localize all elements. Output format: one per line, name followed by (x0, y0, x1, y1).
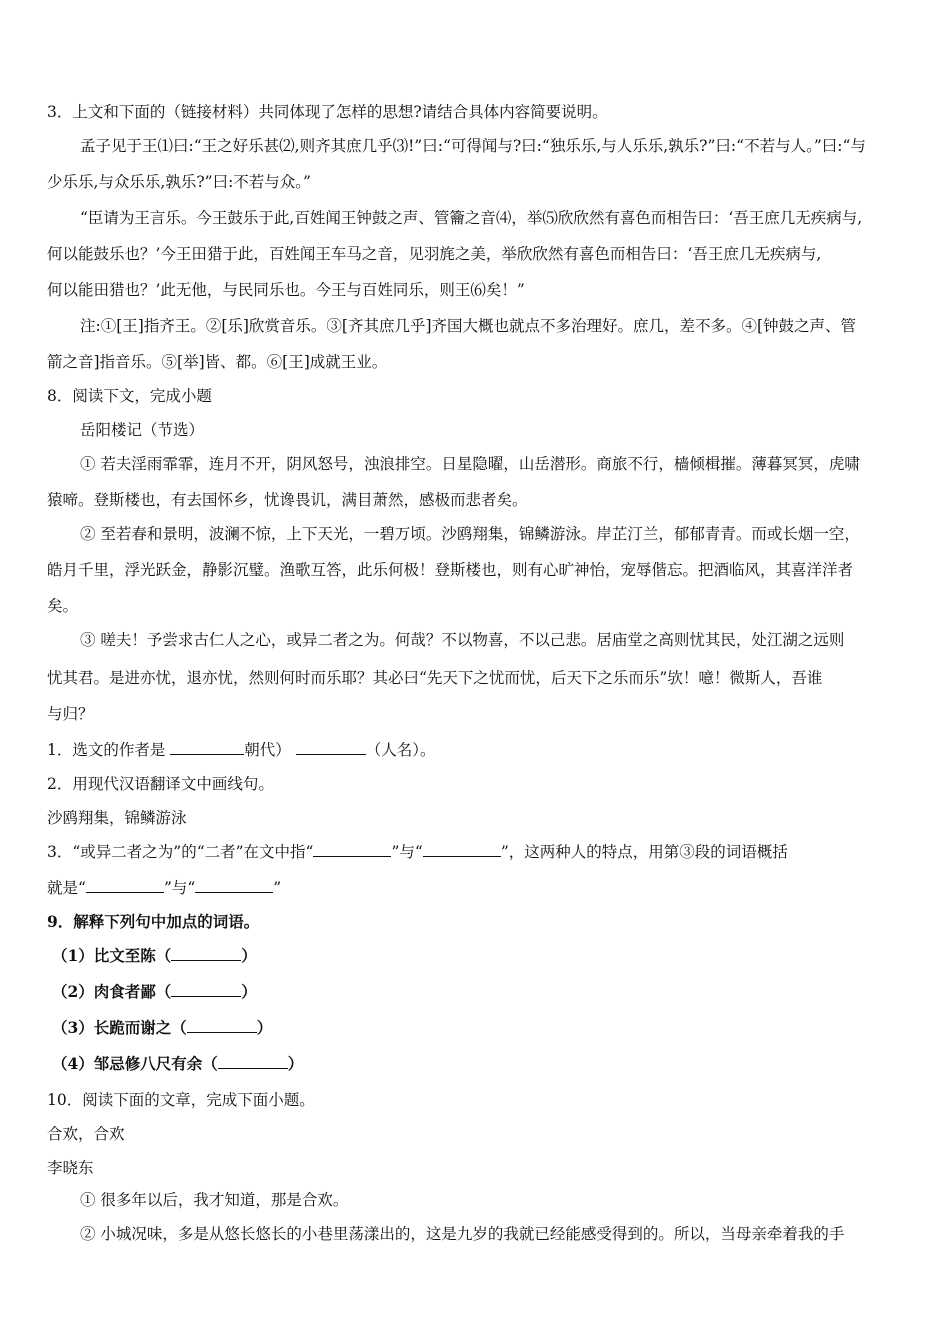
q9-item (52, 946, 257, 966)
passage-line: 猿啼。登斯楼也，有去国怀乡，忧谗畏讥，满目萧然，感极而悲者矣。 (47, 491, 528, 509)
passage-line: 忧其君。是进亦忧，退亦忧，然则何时而乐耶？其必曰“先天下之忧而忧，后天下之乐而乐”欤！噫！微斯人，吾谁 (47, 669, 823, 687)
passage-line: 与归？ (47, 705, 94, 723)
annotation-line: 注:①[王]指齐王。②[乐]欣赏音乐。③[齐其庶几乎]齐国大概也就点不多治理好。庶几，差不多。④[钟鼓之声、管 (80, 317, 857, 335)
question-9-title: 9．解释下列句中加点的词语。 (47, 912, 260, 931)
sub-question-1-text: （人名）。 (365, 741, 436, 759)
passage-line: 皓月千里，浮光跃金，静影沉璧。渔歌互答，此乐何极！登斯楼也，则有心旷神怡，宠辱偕忘。把酒临风，其喜洋洋者 (47, 561, 854, 579)
answer-blank[interactable] (170, 740, 244, 755)
answer-blank[interactable] (195, 878, 273, 893)
question-8-title: 8．阅读下文，完成小题 (47, 387, 212, 405)
annotation-line: 箭之音]指音乐。⑤[举]皆、都。⑥[王]成就王业。 (47, 353, 388, 371)
q9-item-close: ） (256, 1018, 273, 1037)
sub-question-1 (47, 740, 436, 760)
answer-blank[interactable] (171, 946, 241, 961)
answer-blank[interactable] (313, 842, 391, 857)
sub-question-3 (47, 842, 788, 862)
article-line: ② 小城况味，多是从悠长悠长的小巷里荡漾出的，这是九岁的我就已经能感受得到的。所以，当母亲牵着我的手 (80, 1225, 845, 1243)
sub-question-3-text: ”与“ (391, 843, 423, 861)
article-title: 合欢，合欢 (47, 1125, 125, 1143)
q9-item-close: ） (241, 946, 257, 965)
q9-item-text: （4）邹忌修八尺有余（ (52, 1054, 218, 1073)
sub-question-3-text: ” (273, 879, 282, 897)
answer-blank[interactable] (86, 878, 164, 893)
q9-item-text: （2）肉食者鄙（ (52, 982, 172, 1001)
q9-item-close: ） (241, 982, 257, 1001)
sub-question-3-text: ”，这两种人的特点，用第③段的词语概括 (500, 843, 788, 861)
sub-question-3-text: 就是“ (47, 879, 86, 897)
question-3-title: 3．上文和下面的（链接材料）共同体现了怎样的思想?请结合具体内容简要说明。 (47, 103, 608, 121)
sub-question-3-cont (47, 878, 281, 898)
q9-item-close: ） (287, 1054, 304, 1073)
sub-question-1-text: 1．选文的作者是 (47, 741, 171, 759)
q9-item (52, 1054, 303, 1074)
q9-item (52, 1018, 272, 1038)
q9-item-text: （1）比文至陈（ (52, 946, 172, 965)
question-10-title: 10．阅读下面的文章，完成下面小题。 (47, 1091, 315, 1109)
answer-blank[interactable] (423, 842, 501, 857)
article-line: ① 很多年以后，我才知道，那是合欢。 (80, 1191, 349, 1209)
passage-title: 岳阳楼记（节选） (80, 421, 205, 439)
q9-item (52, 982, 257, 1002)
link-material-line: 孟子见于王⑴曰:“王之好乐甚⑵,则齐其庶几乎⑶!”曰:“可得闻与?曰:“独乐乐,与人乐乐,孰乐?”曰:“不若与人。”曰:“与 (80, 137, 866, 155)
q9-item-text: （3）长跪而谢之（ (52, 1018, 187, 1037)
link-material-line: “臣请为王言乐。今王鼓乐于此,百姓闻王钟鼓之声、管籥之音⑷，举⑸欣欣然有喜色而相告曰：‘吾王庶几无疾病与, (80, 209, 863, 227)
answer-blank[interactable] (187, 1018, 257, 1033)
sub-question-2: 2．用现代汉语翻译文中画线句。 (47, 775, 274, 793)
sub-question-3-text: ”与“ (163, 879, 196, 897)
sub-question-3-text: 3．“或异二者之为”的“二者”在文中指“ (47, 843, 314, 861)
sub-question-1-text: 朝代） (244, 741, 296, 759)
answer-blank[interactable] (218, 1054, 288, 1069)
passage-line: ② 至若春和景明，波澜不惊，上下天光，一碧万顷。沙鸥翔集，锦鳞游泳。岸芷汀兰，郁郁青青。而或长烟一空， (80, 525, 860, 543)
answer-blank[interactable] (171, 982, 241, 997)
link-material-line: 何以能田猎也？’此无他，与民同乐也。今王与百姓同乐，则王⑹矣！” (47, 281, 525, 299)
translation-sentence: 沙鸥翔集，锦鳞游泳 (47, 809, 187, 827)
link-material-line: 何以能鼓乐也？’今王田猎于此，百姓闻王车马之音，见羽旄之美，举欣欣然有喜色而相告曰：‘吾王庶几无疾病与, (47, 245, 822, 263)
link-material-line: 少乐乐,与众乐乐,孰乐?”曰:不若与众。” (47, 173, 311, 191)
passage-line: ③ 嗟夫！予尝求古仁人之心，或异二者之为。何哉？不以物喜，不以己悲。居庙堂之高则忧其民，处江湖之远则 (80, 631, 845, 649)
answer-blank[interactable] (296, 740, 366, 755)
passage-line: 矣。 (47, 597, 79, 615)
article-author: 李晓东 (47, 1159, 94, 1177)
passage-line: ① 若夫淫雨霏霏，连月不开，阴风怒号，浊浪排空。日星隐曜，山岳潜形。商旅不行，樯倾楫摧。薄暮冥冥，虎啸 (80, 455, 860, 473)
